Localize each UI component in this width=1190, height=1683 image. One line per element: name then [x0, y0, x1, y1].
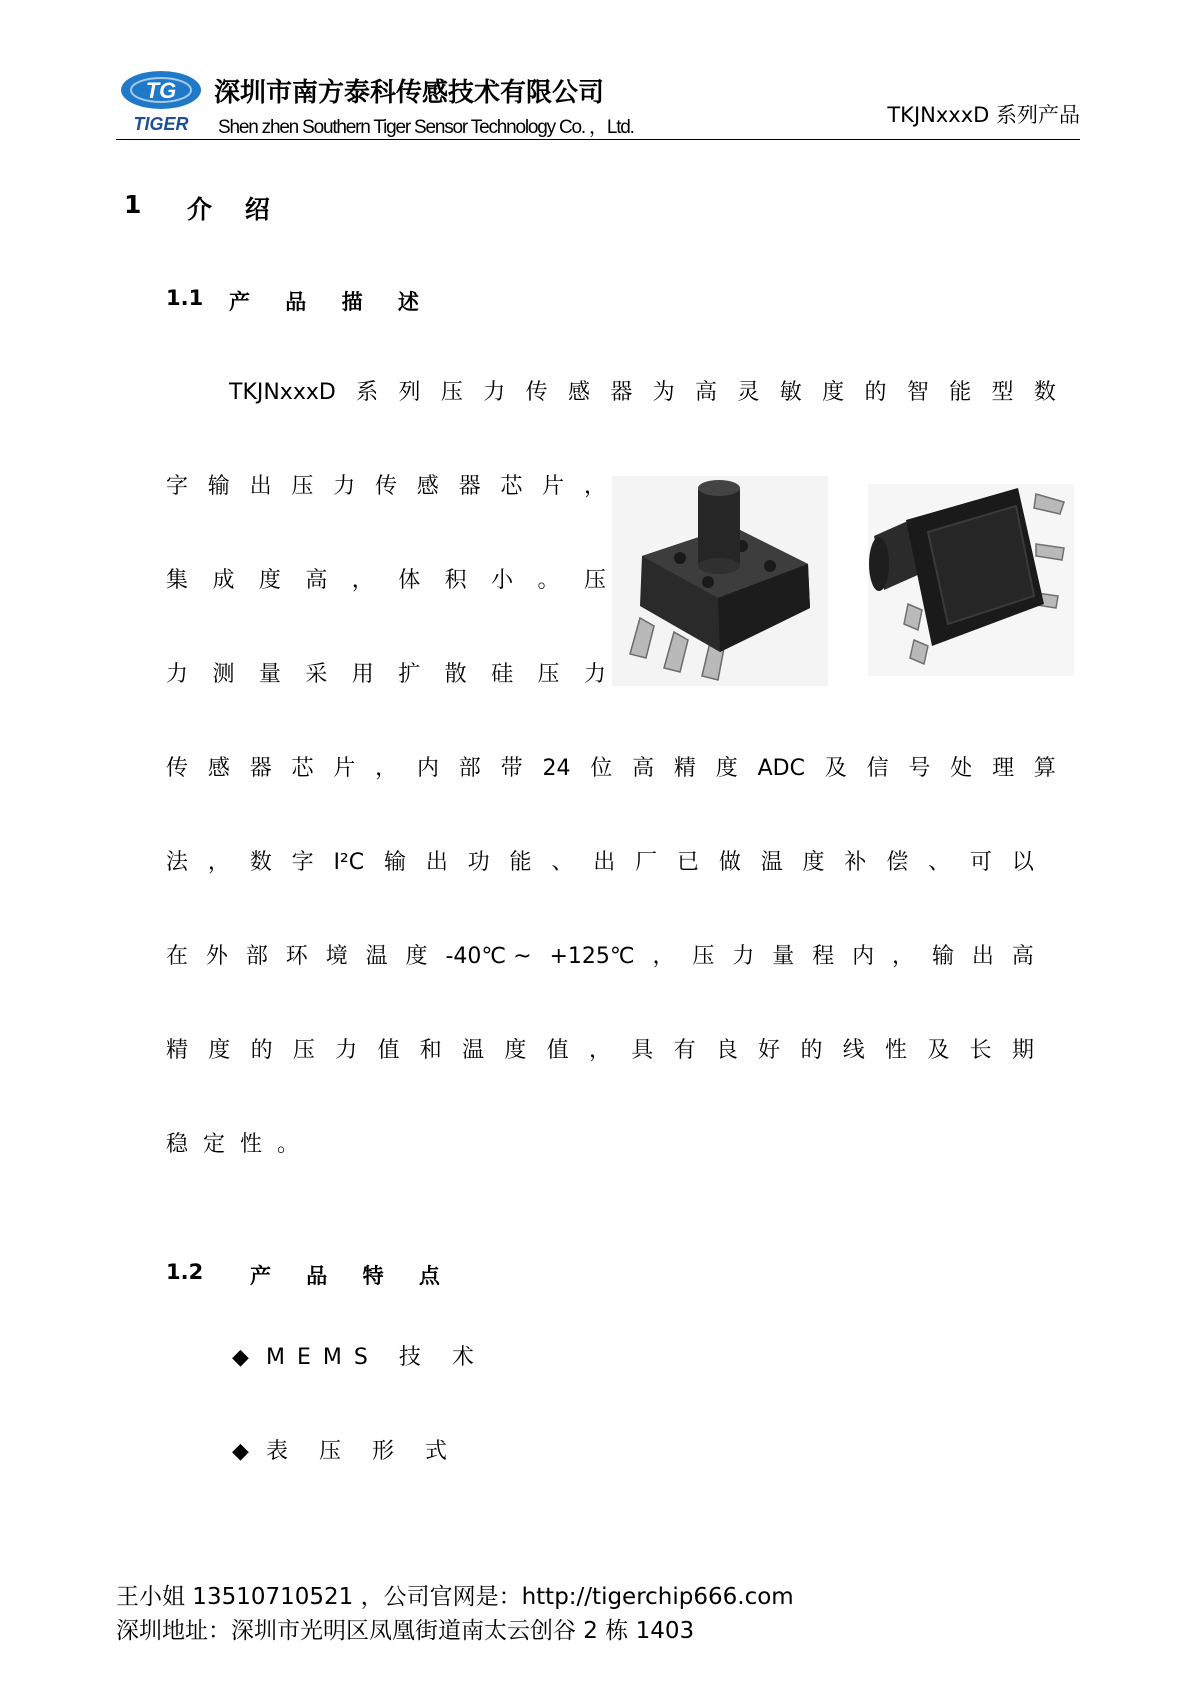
paragraph-line-6 — [166, 849, 1034, 877]
paragraph-token: 集 — [166, 568, 189, 593]
paragraph-token: 扩 — [398, 662, 421, 687]
paragraph-token: 高 — [632, 756, 655, 781]
paragraph-token: 硅 — [491, 662, 514, 687]
paragraph-token: 型 — [991, 380, 1014, 405]
paragraph-token: 高 — [1011, 944, 1034, 969]
paragraph-token: 期 — [1011, 1038, 1034, 1063]
paragraph-token: 智 — [906, 380, 929, 405]
paragraph-token: 精 — [673, 756, 696, 781]
paragraph-token: 好 — [758, 1038, 781, 1063]
paragraph-token: 芯 — [500, 474, 523, 499]
paragraph-token: 系 — [356, 380, 379, 405]
logo-mark: TG — [145, 78, 177, 103]
paragraph-token: 线 — [842, 1038, 865, 1063]
paragraph-line-8 — [166, 1037, 1034, 1065]
paragraph-token: 在 — [166, 944, 189, 969]
section-1-2-number: 1.2 — [166, 1260, 204, 1284]
paragraph-token: 可 — [969, 850, 992, 875]
paragraph-token: 程 — [812, 944, 835, 969]
paragraph-token: 温 — [365, 944, 388, 969]
company-logo — [118, 68, 204, 136]
paragraph-token: 出 — [971, 944, 994, 969]
footer-address: 深圳地址：深圳市光明区凤凰街道南太云创谷 2 栋 1403 — [116, 1618, 695, 1644]
paragraph-token: 具 — [631, 1038, 654, 1063]
paragraph-token: 算 — [1033, 756, 1056, 781]
paragraph-token: 量 — [258, 662, 281, 687]
paragraph-line-1 — [229, 379, 1056, 407]
paragraph-token: 理 — [992, 756, 1015, 781]
paragraph-token: 和 — [419, 1038, 442, 1063]
paragraph-token: 度 — [504, 1038, 527, 1063]
paragraph-token: 压 — [692, 944, 715, 969]
paragraph-token: 器 — [458, 474, 481, 499]
paragraph-token: 散 — [444, 662, 467, 687]
paragraph-token: 片 — [333, 756, 356, 781]
paragraph-token: 传 — [525, 380, 548, 405]
paragraph-token: 体 — [398, 568, 421, 593]
paragraph-token: 部 — [458, 756, 481, 781]
paragraph-token: 内 — [416, 756, 439, 781]
paragraph-token: 部 — [245, 944, 268, 969]
paragraph-token: 号 — [908, 756, 931, 781]
paragraph-token: 数 — [1033, 380, 1056, 405]
paragraph-token: 测 — [212, 662, 235, 687]
paragraph-token: 敏 — [779, 380, 802, 405]
paragraph-token: 力 — [333, 474, 356, 499]
feature-bullet — [232, 1434, 459, 1465]
paragraph-token: 度 — [822, 380, 845, 405]
series-label: TKJNxxxD 系列产品 — [887, 103, 1080, 127]
paragraph-line-4 — [166, 661, 606, 689]
company-name-cn: 深圳市南方泰科传感技术有限公司 — [214, 78, 605, 108]
paragraph-token: 、 — [928, 850, 951, 875]
feature-bullet — [232, 1340, 486, 1371]
paragraph-line-9 — [166, 1131, 314, 1159]
header-divider — [116, 139, 1080, 140]
section-1-1-number: 1.1 — [166, 286, 204, 310]
paragraph-token: 量 — [772, 944, 795, 969]
sensor-image-side — [868, 484, 1074, 676]
paragraph-token: 压 — [440, 380, 463, 405]
paragraph-token: ， — [652, 944, 675, 969]
paragraph-token: 压 — [291, 474, 314, 499]
paragraph-token: 外 — [205, 944, 228, 969]
paragraph-token: 出 — [593, 850, 616, 875]
paragraph-token: 信 — [866, 756, 889, 781]
paragraph-token: 成 — [212, 568, 235, 593]
paragraph-token: 温 — [760, 850, 783, 875]
paragraph-line-5 — [166, 755, 1056, 783]
paragraph-token: 偿 — [886, 850, 909, 875]
paragraph-token: 用 — [351, 662, 374, 687]
paragraph-token: 及 — [927, 1038, 950, 1063]
paragraph-token: 度 — [258, 568, 281, 593]
paragraph-token: 带 — [500, 756, 523, 781]
paragraph-token: 感 — [207, 756, 230, 781]
paragraph-token: 值 — [377, 1038, 400, 1063]
paragraph-token: 力 — [583, 662, 606, 687]
paragraph-token: 环 — [285, 944, 308, 969]
paragraph-token: ， — [583, 474, 606, 499]
paragraph-token: ， — [588, 1038, 611, 1063]
paragraph-token: 以 — [1011, 850, 1034, 875]
paragraph-token: 做 — [718, 850, 741, 875]
section-1-2-title: 产 品 特 点 — [250, 1264, 454, 1288]
paragraph-token: 值 — [546, 1038, 569, 1063]
paragraph-token: 厂 — [635, 850, 658, 875]
paragraph-token: 度 — [405, 944, 428, 969]
paragraph-token: 芯 — [291, 756, 314, 781]
paragraph-token: 境 — [325, 944, 348, 969]
paragraph-token: 力 — [335, 1038, 358, 1063]
paragraph-token: 片 — [542, 474, 565, 499]
paragraph-line-7 — [166, 943, 1034, 971]
diamond-bullet-icon: ◆ — [232, 1439, 249, 1464]
paragraph-token: 能 — [509, 850, 532, 875]
paragraph-token: 高 — [695, 380, 718, 405]
paragraph-token: 输 — [207, 474, 230, 499]
paragraph-token: 传 — [374, 474, 397, 499]
paragraph-token: ， — [375, 756, 398, 781]
paragraph-token: 内 — [852, 944, 875, 969]
paragraph-line-2 — [166, 473, 606, 501]
paragraph-token: TKJNxxxD — [229, 380, 336, 405]
paragraph-token: 度 — [208, 1038, 231, 1063]
paragraph-token: 采 — [305, 662, 328, 687]
paragraph-token: 力 — [732, 944, 755, 969]
footer-contact: 王小姐 13510710521 ，公司官网是：http://tigerchip666.com — [116, 1584, 794, 1610]
paragraph-token: 处 — [950, 756, 973, 781]
paragraph-token: 输 — [931, 944, 954, 969]
paragraph-token: 长 — [969, 1038, 992, 1063]
paragraph-token: ADC — [757, 756, 805, 781]
paragraph-token: 数 — [249, 850, 272, 875]
paragraph-token: 小 — [491, 568, 514, 593]
paragraph-token: 及 — [824, 756, 847, 781]
paragraph-token: 、 — [551, 850, 574, 875]
paragraph-token: 积 — [444, 568, 467, 593]
feature-text: MEMS 技 术 — [266, 1345, 486, 1370]
paragraph-token: 列 — [398, 380, 421, 405]
paragraph-token: I²C — [333, 850, 365, 875]
paragraph-token: 度 — [715, 756, 738, 781]
paragraph-token: 有 — [673, 1038, 696, 1063]
paragraph-token: 压 — [292, 1038, 315, 1063]
paragraph-token: 出 — [249, 474, 272, 499]
sensor-image-top — [612, 476, 828, 686]
paragraph-token: 良 — [715, 1038, 738, 1063]
paragraph-token: 的 — [864, 380, 887, 405]
paragraph-token: 力 — [166, 662, 189, 687]
paragraph-token: 力 — [483, 380, 506, 405]
paragraph-token: 已 — [676, 850, 699, 875]
paragraph-token: 法 — [166, 850, 189, 875]
paragraph-token: 高 — [305, 568, 328, 593]
paragraph-token: 的 — [250, 1038, 273, 1063]
paragraph-token: +125℃ — [549, 944, 635, 969]
feature-text: 表 压 形 式 — [266, 1439, 459, 1464]
paragraph-token: 性 — [885, 1038, 908, 1063]
paragraph-token: ， — [351, 568, 374, 593]
paragraph-token: 感 — [416, 474, 439, 499]
paragraph-token: 器 — [610, 380, 633, 405]
paragraph-token: 灵 — [737, 380, 760, 405]
paragraph-token: -40℃ ~ — [445, 944, 532, 969]
paragraph-line-3 — [166, 567, 606, 595]
paragraph-token: 出 — [425, 850, 448, 875]
paragraph-token: 压 — [537, 662, 560, 687]
paragraph-token: 24 — [542, 756, 571, 781]
paragraph-token: 字 — [291, 850, 314, 875]
paragraph-token: ， — [892, 944, 915, 969]
paragraph-token: ， — [207, 850, 230, 875]
paragraph-token: 度 — [802, 850, 825, 875]
section-1-number: 1 — [124, 190, 142, 219]
paragraph-token: 。 — [537, 568, 560, 593]
paragraph-token: 能 — [949, 380, 972, 405]
logo-text: TIGER — [133, 114, 189, 134]
paragraph-token: 感 — [567, 380, 590, 405]
paragraph-token: 精 — [166, 1038, 189, 1063]
paragraph-token: 的 — [800, 1038, 823, 1063]
paragraph-token: 传 — [166, 756, 189, 781]
paragraph-token: 温 — [462, 1038, 485, 1063]
paragraph-token: 为 — [652, 380, 675, 405]
paragraph-token: 输 — [383, 850, 406, 875]
paragraph-token: 压 — [583, 568, 606, 593]
company-name-en: Shen zhen Southern Tiger Sensor Technology Co. ，Ltd. — [218, 117, 634, 138]
paragraph-token: 功 — [467, 850, 490, 875]
paragraph-token: 补 — [844, 850, 867, 875]
section-1-1-title: 产 品 描 述 — [229, 290, 433, 314]
paragraph-token: 稳定性。 — [166, 1132, 315, 1157]
paragraph-token: 字 — [166, 474, 189, 499]
paragraph-token: 器 — [249, 756, 272, 781]
section-1-title: 介 绍 — [187, 195, 282, 224]
diamond-bullet-icon: ◆ — [232, 1345, 249, 1370]
paragraph-token: 位 — [590, 756, 613, 781]
